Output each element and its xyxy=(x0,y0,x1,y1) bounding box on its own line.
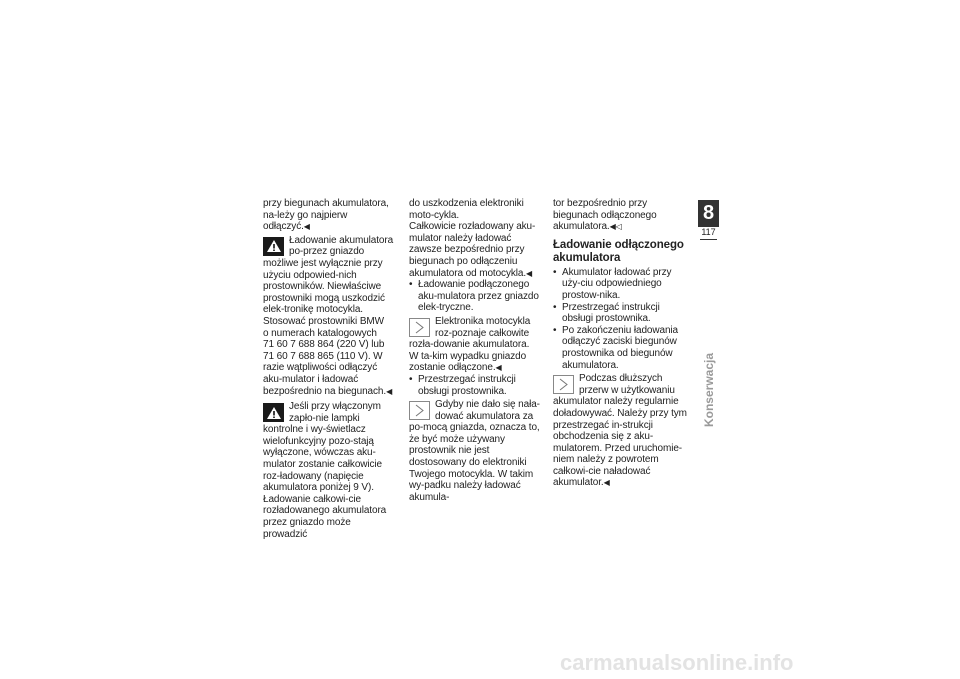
paragraph: do uszkodzenia elektroniki moto-cykla. xyxy=(409,198,524,221)
end-marker-icon xyxy=(386,386,392,397)
bullet-list xyxy=(409,374,541,397)
end-marker-icon xyxy=(604,477,610,488)
end-marker-outline-icon xyxy=(616,221,622,232)
warning-callout xyxy=(263,235,395,316)
end-marker-icon xyxy=(304,221,310,232)
bullet-list xyxy=(409,279,541,314)
warning-callout xyxy=(263,401,395,540)
column-3 xyxy=(553,198,687,489)
end-marker-icon xyxy=(610,221,616,232)
warning-triangle-icon xyxy=(263,237,284,256)
list-item: • Przestrzegać instrukcji obsługi prostownika. xyxy=(553,302,687,325)
warning-text: Ładowanie akumulatora po-przez gniazdo możliwe jest wyłącznie przy użyciu odpowied-nich prostowników. Niewłaściwe prostowniki mogą uszkodzić elek-tronikę motocykla. xyxy=(263,234,394,316)
list-item: • Po zakończeniu ładowania odłączyć zaciski biegunów prostownika od biegunów akumulatora. xyxy=(553,325,687,371)
note-arrow-icon xyxy=(409,318,430,337)
list-item: • Ładowanie podłączonego aku-mulatora przez gniazdo elek-tryczne. xyxy=(409,279,541,314)
column-1 xyxy=(263,198,395,540)
end-marker-icon xyxy=(526,268,532,279)
paragraph-text: Całkowicie rozładowany aku-mulator należy ładować zawsze bezpośrednio przy biegunach po odłączeniu akumulatora od motocykla. xyxy=(409,221,536,279)
note-text: Gdyby nie dało się nała-dować akumulatora za po-mocą gniazda, oznacza to, że być może używany prostownik nie jest dostosowany do elektroniki Twojego motocykla. W takim wy-padku należy ładować akumula- xyxy=(409,399,540,503)
note-arrow-icon xyxy=(409,401,430,420)
watermark: carmanualsonline.info xyxy=(560,650,794,675)
chapter-number: 8 xyxy=(698,200,719,227)
paragraph: o numerach katalogowych xyxy=(263,327,377,339)
paragraph-text: 71 60 7 688 865 (110 V). W razie wątpliwości odłączyć aku-mulator i ładować bezpośrednio na biegunach. xyxy=(263,350,387,397)
paragraph-text: tor bezpośrednio przy biegunach odłączonego akumulatora. xyxy=(553,198,657,233)
note-text-body: Elektronika motocykla roz-poznaje całkowite rozła-dowanie akumulatora. W ta-kim wypadku gniazdo zostanie odłączone. xyxy=(409,315,531,374)
paragraph xyxy=(553,198,687,233)
note-callout xyxy=(409,316,541,374)
section-heading: Ładowanie odłączonego akumulatora xyxy=(553,238,684,264)
paragraph xyxy=(409,221,541,279)
paragraph-text: przy biegunach akumulatora, na-leży go najpierw odłączyć. xyxy=(263,198,389,233)
warning-text: Jeśli przy włączonym zapło-nie lampki kontrolne i wy-świetlacz wielofunkcyjny pozo-stają wyłączone, wówczas aku-mulator zostanie całkowicie roz-ładowany (napięcie akumulatora poniżej 9 V). Ładowanie całkowi-cie rozładowanego akumulatora przez gniazdo może prowadzić xyxy=(263,401,387,540)
note-callout xyxy=(409,399,541,503)
column-2 xyxy=(409,198,541,503)
chapter-title-text: Konserwacja xyxy=(702,352,716,428)
paragraph xyxy=(263,351,395,397)
paragraph: Stosować prostowniki BMW xyxy=(263,315,384,327)
note-arrow-icon xyxy=(553,375,574,394)
page-number: 117 xyxy=(701,227,716,237)
bullet-list xyxy=(553,267,687,371)
list-item: • Akumulator ładować przy uży-ciu odpowiedniego prostow-nika. xyxy=(553,267,687,302)
warning-triangle-icon xyxy=(263,403,284,422)
chapter-title xyxy=(700,340,718,440)
paragraph xyxy=(263,198,395,233)
list-item: • Przestrzegać instrukcji obsługi prostownika. xyxy=(409,374,541,397)
note-text-body: Podczas dłuższych przerw w użytkowaniu akumulator należy regularnie doładowywać. Należy przy tym przestrzegać in-strukcji obchodzenia się z aku-mulatorem. Przed uruchomie-niem należy z powrotem całkowi-cie naładować akumulator. xyxy=(553,373,687,489)
end-marker-icon xyxy=(496,362,502,373)
note-callout xyxy=(553,373,687,489)
chapter-divider xyxy=(700,239,717,240)
paragraph: 71 60 7 688 864 (220 V) lub xyxy=(263,339,385,351)
